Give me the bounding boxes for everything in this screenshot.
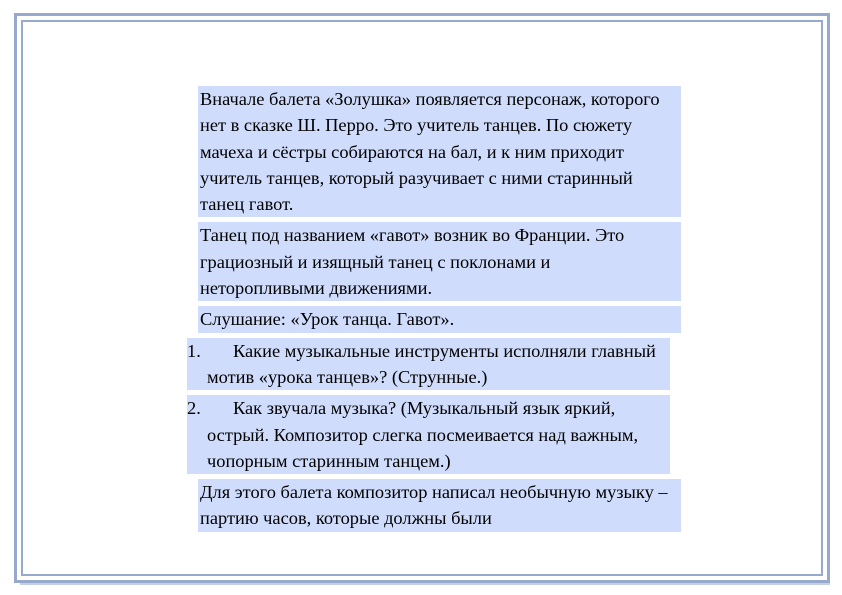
list-number: 2. [187,398,201,419]
list-item-1 [187,338,670,391]
paragraph-intro: Вначале балета «Золушка» появляется персонаж, которого нет в сказке Ш. Перро. Это учитель танцев. По сюжету мачеха и сёстры собираются на бал, и к ним приходит учитель танцев, который разучивает с ними старинный танец гавот. [198,86,681,217]
paragraph-closing: Для этого балета композитор написал необычную музыку – партию часов, которые должны были [198,479,681,532]
list-number: 1. [187,340,201,361]
list-item-text: Как звучала музыка? (Музыкальный язык яркий, острый. Композитор слегка посмеивается над важным, чопорным старинным танцем.) [207,398,639,471]
slide-text-box[interactable] [187,86,681,532]
list-item-2 [187,395,670,474]
paragraph-listening: Слушание: «Урок танца. Гавот». [198,306,681,332]
paragraph-gavotte: Танец под названием «гавот» возник во Франции. Это грациозный и изящный танец с поклонами и неторопливыми движениями. [198,222,681,301]
list-item-text: Какие музыкальные инструменты исполняли главный мотив «урока танцев»? (Струнные.) [207,340,656,387]
